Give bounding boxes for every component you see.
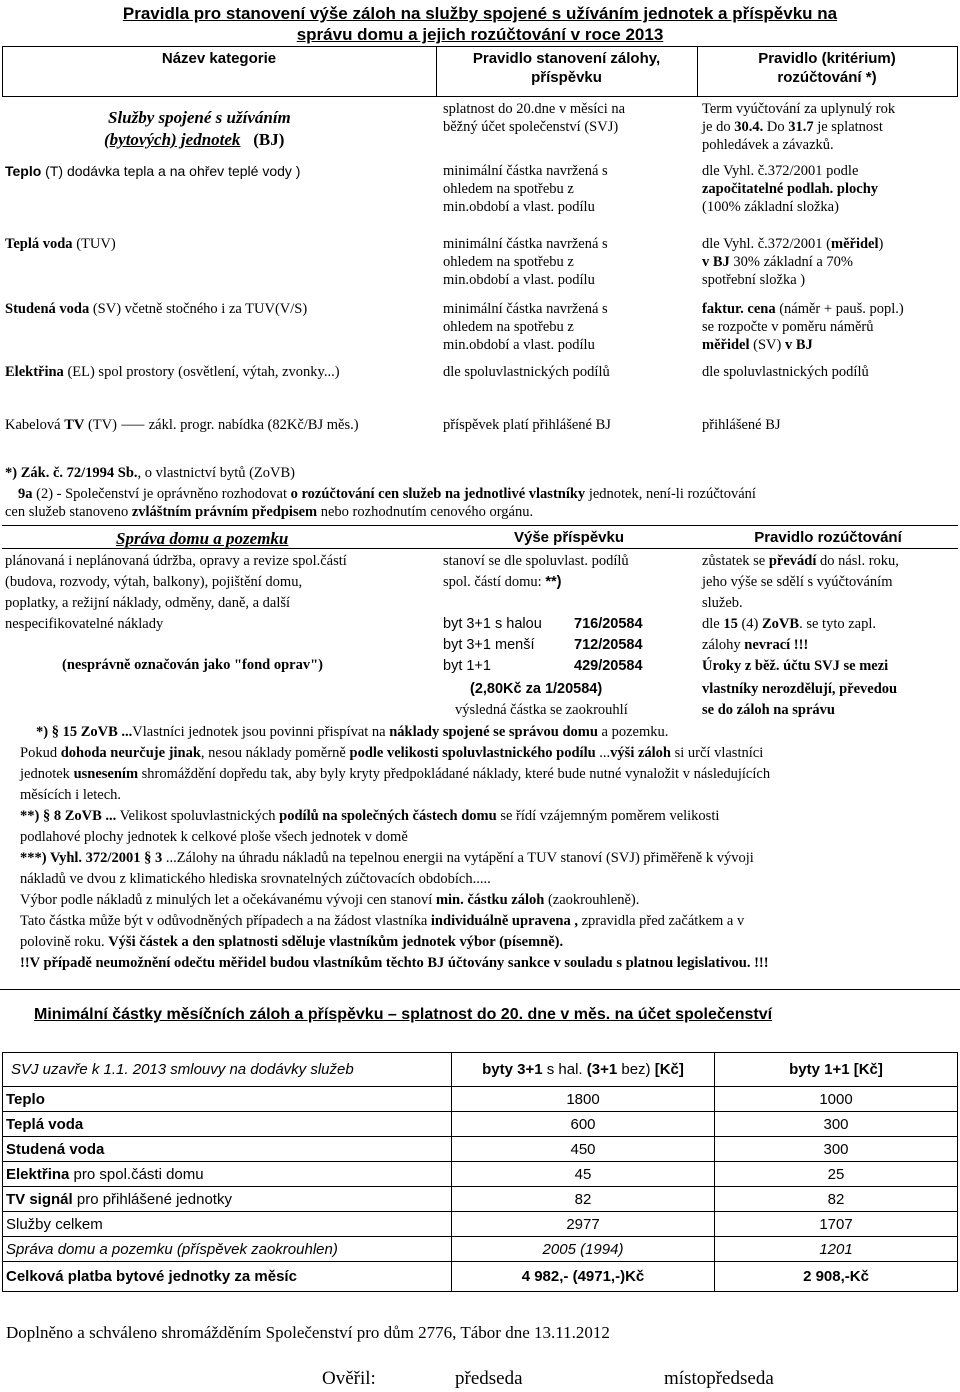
summary-row [3, 1187, 958, 1212]
summary-row [3, 1112, 958, 1137]
row-teplo-billing-line2: započitatelné podlah. plochy [702, 181, 879, 197]
row-tuv-rule-line2: ohledem na spotřebu z [443, 254, 574, 270]
services-heading: Služby spojené s užíváním [108, 108, 291, 127]
row-sv-rule: minimální částka navržená s [443, 301, 608, 317]
law-9a-line2: cen služeb stanoveno zvláštním právním předpisem nebo rozhodnutím cenového orgánu. [5, 504, 534, 520]
row-el-rule: dle spoluvlastnických podílů [443, 364, 610, 380]
table-right-border [957, 46, 958, 96]
mgmt-col3-header: Pravidlo rozúčtování [754, 529, 902, 546]
mgmt-bill-line2: jeho výše se sdělí s vyúčtováním [702, 574, 893, 590]
row-tuv-rule: minimální částka navržená s [443, 236, 608, 252]
mgmt-bill-line6: Úroky z běž. účtu SVJ se mezi [702, 658, 889, 674]
header-billing: Pravidlo (kritérium) [758, 50, 896, 67]
row-tuv-billing-line3: spotřební složka ) [702, 272, 806, 288]
note-8-line1: **) § 8 ZoVB ... Velikost spoluvlastnických podílů na společných částech domu se řídí vzájemným poměrem velikosti [20, 808, 720, 824]
mgmt-desc-line2: (budova, rozvody, výtah, balkony), pojištění domu, [5, 574, 303, 590]
summary-row-value-11: 25 [715, 1162, 958, 1187]
mgmt-flat-3: byt 1+1 [443, 658, 491, 674]
note-8-line2: podlahové plochy jednotek k celkové ploše všech jednotek v domě [20, 829, 408, 845]
row-sv-billing: faktur. cena (náměr + pauš. popl.) [702, 301, 904, 317]
row-sv-label: Studená voda (SV) včetně stočného i za TUV(V/S) [5, 301, 308, 317]
summary-title: Minimální částky měsíčních záloh a příspěvku – splatnost do 20. dne v měs. na účet společenství [34, 1006, 773, 1023]
row-tv-label: Kabelová TV (TV) ⸺ zákl. progr. nabídka (82Kč/BJ měs.) [5, 417, 359, 433]
summary-row-value-31: 600 [452, 1112, 715, 1137]
mgmt-flat-3-share: 429/20584 [574, 658, 643, 674]
mgmt-rate: (2,80Kč za 1/20584) [470, 681, 603, 697]
header-billing-line2: rozúčtování *) [777, 69, 877, 86]
mgmt-bill-line8: se do záloh na správu [702, 702, 835, 718]
due-date-text: splatnost do 20.dne v měsíci na [443, 101, 626, 117]
note-15-line4: měsících i letech. [20, 787, 122, 803]
billing-term: Term vyúčtování za uplynulý rok [702, 101, 896, 117]
mgmt-desc-line1: plánovaná i neplánovaná údržba, opravy a revize spol.částí [5, 553, 347, 569]
mgmt-bill-line4: dle 15 (4) ZoVB. se tyto zapl. [702, 616, 877, 632]
row-tuv-rule-line3: min.období a vlast. podílu [443, 272, 595, 288]
mgmt-bill-line3: služeb. [702, 595, 743, 611]
row-el-billing: dle spoluvlastnických podílů [702, 364, 869, 380]
mgmt-flat-1-share: 716/20584 [574, 616, 643, 632]
summary-row-value-11: 1707 [715, 1212, 958, 1237]
summary-row-value-31: 4 982,- (4971,-)Kč [452, 1262, 715, 1292]
summary-header-col1: SVJ uzavře k 1.1. 2013 smlouvy na dodávky služeb [3, 1053, 452, 1087]
mgmt-flat-1: byt 3+1 s halou [443, 616, 542, 632]
section-divider [0, 989, 960, 990]
mgmt-rule-line1: stanoví se dle spoluvlast. podílů [443, 553, 629, 569]
billing-term-line3: pohledávek a závazků. [702, 137, 834, 153]
summary-row-value-31: 2005 (1994) [452, 1237, 715, 1262]
summary-row-value-11: 2 908,-Kč [715, 1262, 958, 1292]
note-15-line1: *) § 15 ZoVB ...Vlastníci jednotek jsou povinni přispívat na náklady spojené se správou domu a pozemku. [36, 724, 669, 740]
mgmt-desc-note: (nesprávně označován jako "fond oprav") [62, 657, 323, 673]
mgmt-flat-2-share: 712/20584 [574, 637, 643, 653]
note-committee-line2: Tato částka může být v odůvodněných případech a na žádost vlastníka individuálně upravena , zpravidla před začátkem a v [20, 913, 745, 929]
summary-row [3, 1087, 958, 1112]
mgmt-flat-2: byt 3+1 menší [443, 637, 535, 653]
law-reference: *) Zák. č. 72/1994 Sb., o vlastnictví bytů (ZoVB) [5, 465, 296, 481]
summary-row [3, 1237, 958, 1262]
note-committee-line1: Výbor podle nákladů z minulých let a očekávanému vývoji cen stanoví min. částku záloh (zaokrouhleně). [20, 892, 640, 908]
summary-row-value-31: 45 [452, 1162, 715, 1187]
header-bottom-border [2, 96, 958, 97]
mgmt-desc-line3: poplatky, a režijní náklady, odměny, daně, a další [5, 595, 291, 611]
summary-row-value-11: 300 [715, 1112, 958, 1137]
services-heading-line2: (bytových) jednotek (BJ) [104, 130, 285, 149]
row-teplo-billing-line3: (100% základní složka) [702, 199, 839, 215]
header-category: Název kategorie [161, 50, 277, 67]
row-sv-billing-line2: se rozpočte v poměru náměrů [702, 319, 874, 335]
summary-row [3, 1162, 958, 1187]
mgmt-top-border [2, 525, 958, 526]
note-372-line2: nákladů ve dvou z klimatického hlediska srovnatelných zúčtovacích obdobích..... [20, 871, 491, 887]
summary-row-label: TV signál pro přihlášené jednotky [3, 1187, 452, 1212]
row-teplo-rule: minimální částka navržená s [443, 163, 608, 179]
mgmt-col2-header: Výše příspěvku [513, 529, 625, 546]
row-teplo-rule-line3: min.období a vlast. podílu [443, 199, 595, 215]
note-15-line3: jednotek usnesením shromáždění dopředu tak, aby byly kryty předpokládané náklady, které bude nutné vynaložit v následujících [20, 766, 771, 782]
header-rule-line2: příspěvku [531, 69, 602, 86]
summary-row-value-31: 1800 [452, 1087, 715, 1112]
row-tuv-billing-line2: v BJ 30% základní a 70% [702, 254, 854, 270]
summary-row-label: Studená voda [3, 1137, 452, 1162]
mgmt-rule-line2: spol. částí domu: **) [443, 574, 562, 590]
table-top-border [2, 46, 958, 47]
billing-term-line2: je do 30.4. Do 31.7 je splatnost [702, 119, 883, 135]
summary-header-col3: byty 1+1 [Kč] [715, 1053, 958, 1087]
mgmt-rounded: výsledná částka se zaokrouhlí [455, 702, 628, 718]
summary-row-value-31: 82 [452, 1187, 715, 1212]
row-sv-rule-line2: ohledem na spotřebu z [443, 319, 574, 335]
mgmt-heading: Správa domu a pozemku [116, 529, 289, 548]
footer-vice-chair: místopředseda [664, 1368, 774, 1389]
row-tuv-label: Teplá voda (TUV) [5, 236, 116, 252]
mgmt-desc-line4: nespecifikovatelné náklady [5, 616, 164, 632]
mgmt-bill-line1: zůstatek se převádí do násl. roku, [702, 553, 899, 569]
note-committee-line3: polovině roku. Výši částek a den splatnosti sděluje vlastníkům jednotek výbor (písemně). [20, 934, 564, 950]
row-tv-billing: přihlášené BJ [702, 417, 781, 433]
summary-row-label: Elektřina pro spol.části domu [3, 1162, 452, 1187]
summary-row-value-11: 82 [715, 1187, 958, 1212]
summary-header-col2: byty 3+1 s hal. (3+1 bez) [Kč] [452, 1053, 715, 1087]
header-rule: Pravidlo stanovení zálohy, [472, 50, 661, 67]
row-el-label: Elektřina (EL) spol prostory (osvětlení, výtah, zvonky...) [5, 364, 340, 380]
due-date-text-line2: běžný účet společenství (SVJ) [443, 119, 619, 135]
row-tv-rule: příspěvek platí přihlášené BJ [443, 417, 611, 433]
row-teplo-billing: dle Vyhl. č.372/2001 podle [702, 163, 859, 179]
summary-header-row [3, 1053, 958, 1087]
row-teplo-label: Teplo (T) dodávka tepla a na ohřev teplé vody ) [5, 163, 301, 179]
summary-row-value-11: 300 [715, 1137, 958, 1162]
summary-table [2, 1052, 958, 1292]
mgmt-bill-line5: zálohy nevrací !!! [702, 637, 809, 653]
note-372-line1: ***) Vyhl. 372/2001 § 3 ...Zálohy na úhradu nákladů na tepelnou energii na vytápění a TUV stanoví (SVJ) přiměřeně k vývoji [20, 850, 754, 866]
mgmt-bill-line7: vlastníky nerozdělují, převedou [702, 681, 898, 697]
summary-row-label: Teplá voda [3, 1112, 452, 1137]
note-15-line2: Pokud dohoda neurčuje jinak, nesou náklady poměrně podle velikosti spoluvlastnického podílu ...výši záloh si určí vlastníci [20, 745, 764, 761]
summary-row-label: Celková platba bytové jednotky za měsíc [3, 1262, 452, 1292]
law-9a-line1: 9a (2) - Společenství je oprávněno rozhodovat o rozúčtování cen služeb na jednotlivé vlastníky jednotek, není-li rozúčtování [18, 486, 756, 502]
row-teplo-rule-line2: ohledem na spotřebu z [443, 181, 574, 197]
row-sv-billing-line3: měřidel (SV) v BJ [702, 337, 813, 353]
summary-row [3, 1137, 958, 1162]
page-title-line2: správu domu a jejich rozúčtování v roce 2013 [296, 25, 664, 44]
summary-row-value-11: 1000 [715, 1087, 958, 1112]
note-sanction: !!V případě neumožnění odečtu měřidel budou vlastníkům těchto BJ účtovány sankce v souladu s platnou legislativou. !!! [20, 955, 769, 971]
footer-chair: předseda [455, 1368, 523, 1389]
row-tuv-billing: dle Vyhl. č.372/2001 (měřidel) [702, 236, 884, 252]
summary-row-value-31: 450 [452, 1137, 715, 1162]
summary-row-label: Teplo [3, 1087, 452, 1112]
summary-total-row [3, 1262, 958, 1292]
page-title-line1: Pravidla pro stanovení výše záloh na služby spojené s užíváním jednotek a příspěvku na [122, 4, 838, 23]
footer-verified: Ověřil: [322, 1368, 376, 1389]
footer-approval: Doplněno a schváleno shromážděním Společenství pro dům 2776, Tábor dne 13.11.2012 [6, 1323, 610, 1342]
summary-row-label: Správa domu a pozemku (příspěvek zaokrouhlen) [3, 1237, 452, 1262]
summary-row-label: Služby celkem [3, 1212, 452, 1237]
summary-row-value-31: 2977 [452, 1212, 715, 1237]
summary-row-value-11: 1201 [715, 1237, 958, 1262]
row-sv-rule-line3: min.období a vlast. podílu [443, 337, 595, 353]
summary-row [3, 1212, 958, 1237]
